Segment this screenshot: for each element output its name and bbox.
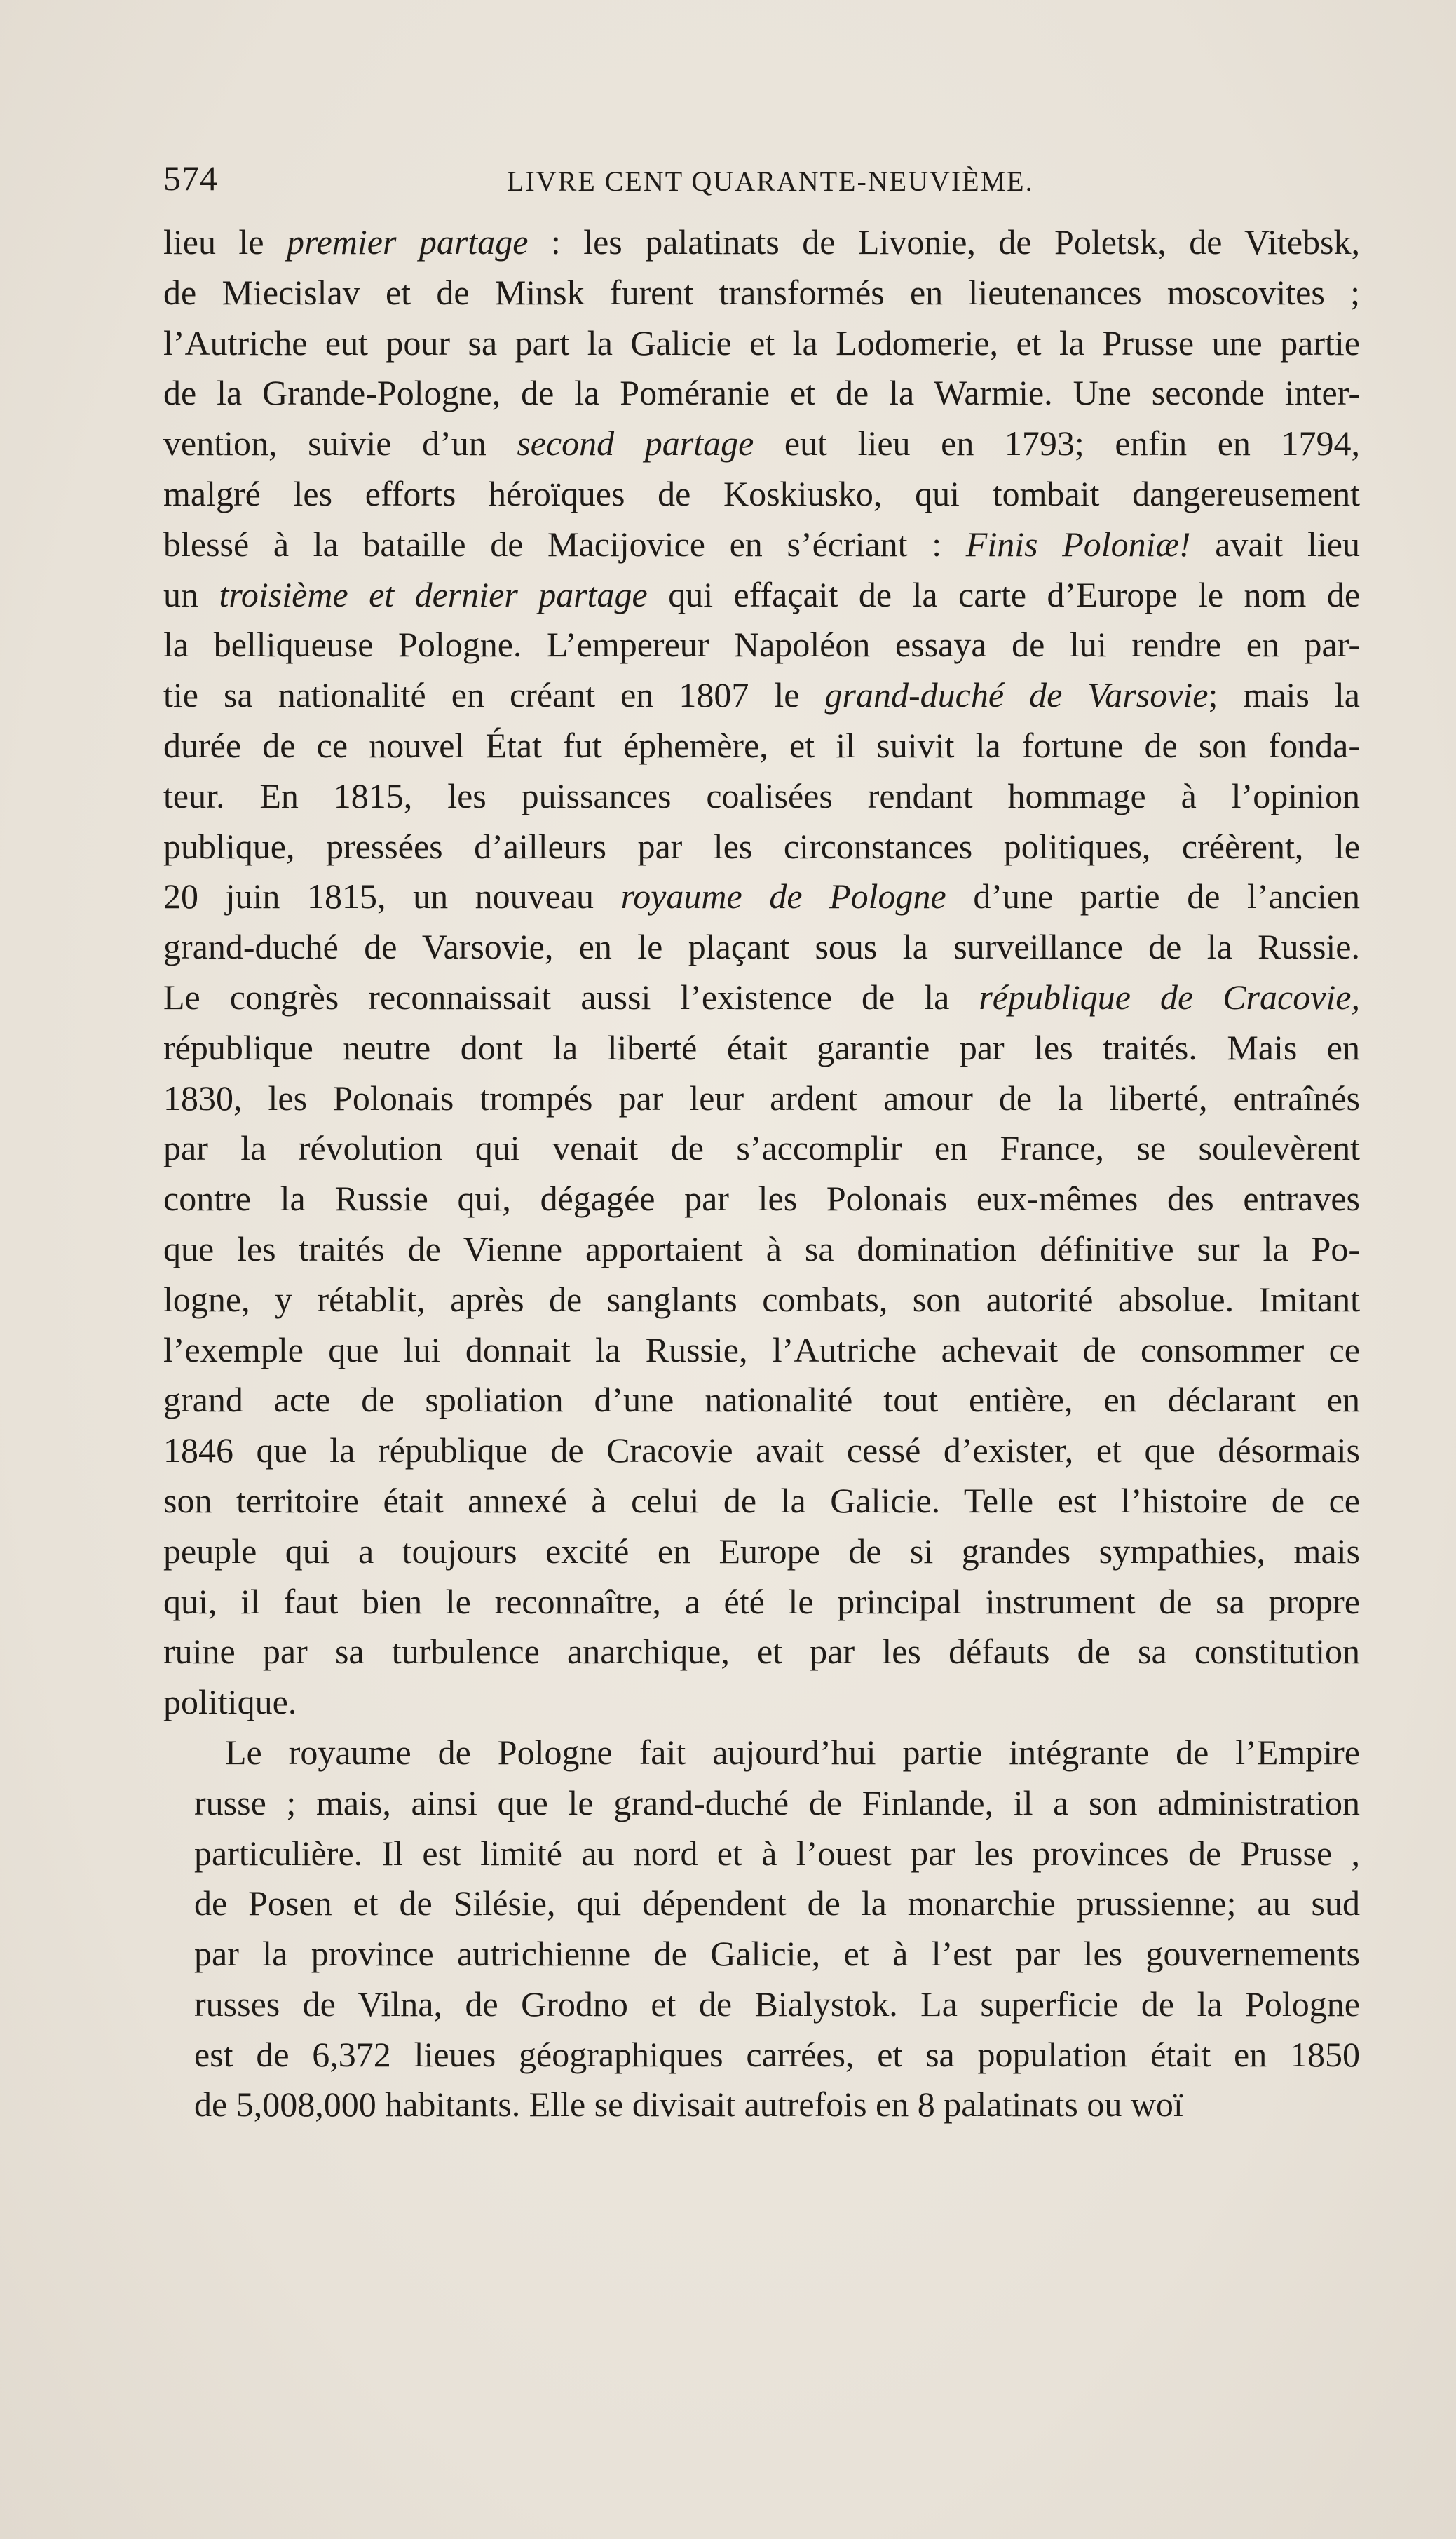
text-run: est de 6,372 lieues géographiques carrées, et sa population était en 1850 [194, 2034, 1360, 2074]
text-line [163, 1224, 1360, 1275]
text-run: qui, il faut bien le reconnaître, a été le principal instrument de sa propre [163, 1581, 1360, 1621]
text-run: politique. [163, 1682, 297, 1722]
text-run: ruine par sa turbulence anarchique, et par les défauts de sa constitution [163, 1632, 1360, 1672]
text-line [163, 1829, 1360, 1879]
text-line [163, 570, 1360, 621]
italic-text: royaume de Pologne [620, 876, 946, 916]
text-run: par la révolution qui venait de s’accomplir en France, se soulevèrent [163, 1128, 1360, 1168]
italic-text: troisième et dernier partage [219, 574, 648, 614]
running-head: LIVRE CENT QUARANTE-NEUVIÈME. [507, 165, 1034, 197]
text-run: que les traités de Vienne apportaient à sa domination définitive sur la Po- [163, 1228, 1360, 1268]
text-run: malgré les efforts héroïques de Koskiusko, qui tombait dangereusement [163, 473, 1360, 513]
text-run: peuple qui a toujours excité en Europe de si grandes sympathies, mais [163, 1531, 1360, 1571]
text-line [163, 318, 1360, 369]
text-run: avait lieu [1190, 524, 1360, 564]
text-run: la belliqueuse Pologne. L’empereur Napoléon essaya de lui rendre en par- [163, 625, 1360, 665]
text-run: l’Autriche eut pour sa part la Galicie et la Lodomerie, et la Prusse une partie [163, 323, 1360, 363]
text-line [163, 1275, 1360, 1325]
text-run: teur. En 1815, les puissances coalisées rendant hommage à l’opinion [163, 776, 1360, 815]
text-run: de Posen et de Silésie, qui dépendent de la monarchie prussienne; au sud [194, 1883, 1360, 1923]
text-line [163, 1476, 1360, 1526]
text-run: durée de ce nouvel État fut éphemère, et il suivit la fortune de son fonda- [163, 725, 1360, 765]
text-line [163, 620, 1360, 670]
text-run: 20 juin 1815, un nouveau [163, 876, 621, 916]
text-run: 1846 que la république de Cracovie avait cessé d’exister, et que désormais [163, 1430, 1360, 1470]
text-line [163, 771, 1360, 822]
text-line [163, 1174, 1360, 1224]
text-line [163, 1728, 1360, 1778]
text-run: vention, suivie d’un [163, 424, 517, 463]
text-line [163, 217, 1360, 268]
text-line [163, 520, 1360, 570]
text-run: l’exemple que lui donnait la Russie, l’Autriche achevait de consommer ce [163, 1329, 1360, 1369]
text-line [163, 872, 1360, 922]
italic-text: Finis Poloniæ! [965, 524, 1191, 564]
text-run: russes de Vilna, de Grodno et de Bialystok. La superficie de la Pologne [194, 1984, 1360, 2024]
text-line [163, 1023, 1360, 1074]
text-run: tie sa nationalité en créant en 1807 le [163, 675, 825, 715]
italic-text: second partage [517, 424, 754, 463]
text-line [163, 1375, 1360, 1426]
text-run: d’une partie de l’ancien [946, 876, 1360, 916]
text-run: lieu le [163, 222, 287, 262]
page-number: 574 [163, 158, 218, 198]
text-line [163, 1929, 1360, 1979]
text-line [163, 1426, 1360, 1476]
text-run: son territoire était annexé à celui de la Galicie. Telle est l’histoire de ce [163, 1480, 1360, 1520]
italic-text: grand-duché de Varsovie [824, 675, 1209, 715]
text-line [163, 368, 1360, 419]
text-run: de 5,008,000 habitants. Elle se divisait autrefois en 8 palatinats ou woï [194, 2085, 1183, 2125]
text-run: eut lieu en 1793; enfin en 1794, [754, 424, 1360, 463]
text-run: Le congrès reconnaissait aussi l’existence de la [163, 977, 979, 1017]
text-run: ; mais la [1208, 675, 1360, 715]
text-run: grand acte de spoliation d’une nationalité tout entière, en déclarant en [163, 1380, 1360, 1420]
text-line [163, 1123, 1360, 1174]
paragraph [163, 217, 1360, 1728]
text-line [163, 973, 1360, 1023]
text-run: : les palatinats de Livonie, de Poletsk, de Vitebsk, [528, 222, 1360, 262]
text-line [163, 2030, 1360, 2080]
text-line [163, 670, 1360, 721]
text-run: un [163, 574, 219, 614]
text-run: de Miecislav et de Minsk furent transformés en lieutenances moscovites ; [163, 272, 1360, 312]
text-line [163, 721, 1360, 771]
text-line [163, 1526, 1360, 1577]
italic-text: république de Cracovie, [979, 977, 1360, 1017]
text-run: contre la Russie qui, dégagée par les Polonais eux-mêmes des entraves [163, 1179, 1360, 1219]
text-line [163, 268, 1360, 318]
text-line [163, 419, 1360, 469]
text-line [163, 1325, 1360, 1376]
text-line [163, 2080, 1360, 2130]
text-line [163, 1627, 1360, 1677]
body-text [163, 217, 1360, 2130]
text-line [163, 1677, 1360, 1728]
text-run: de la Grande-Pologne, de la Poméranie et de la Warmie. Une seconde inter- [163, 373, 1360, 413]
text-run: grand-duché de Varsovie, en le plaçant sous la surveillance de la Russie. [163, 927, 1360, 967]
text-line [163, 1074, 1360, 1124]
text-run: publique, pressées d’ailleurs par les circonstances politiques, créèrent, le [163, 826, 1360, 866]
text-run: russe ; mais, ainsi que le grand-duché de Finlande, il a son administration [194, 1782, 1360, 1822]
text-line [163, 1878, 1360, 1929]
text-line [163, 922, 1360, 973]
text-run: particulière. Il est limité au nord et à l’ouest par les provinces de Prusse , [194, 1833, 1360, 1873]
text-line [163, 469, 1360, 520]
text-line [163, 1979, 1360, 2030]
text-run: logne, y rétablit, après de sanglants combats, son autorité absolue. Imitant [163, 1279, 1360, 1319]
text-run: qui effaçait de la carte d’Europe le nom de [647, 574, 1361, 614]
text-run: blessé à la bataille de Macijovice en s’écriant : [163, 524, 966, 564]
text-line [163, 822, 1360, 872]
text-line [163, 1778, 1360, 1829]
text-line [163, 1577, 1360, 1627]
italic-text: premier partage [286, 222, 529, 262]
paragraph [163, 1728, 1360, 2130]
text-run: 1830, les Polonais trompés par leur ardent amour de la liberté, entraînés [163, 1078, 1360, 1118]
page-header [163, 158, 1383, 214]
text-run: par la province autrichienne de Galicie, et à l’est par les gouvernements [194, 1934, 1360, 1974]
text-run: Le royaume de Pologne fait aujourd’hui partie intégrante de l’Empire [225, 1732, 1360, 1772]
text-run: république neutre dont la liberté était garantie par les traités. Mais en [163, 1027, 1360, 1067]
